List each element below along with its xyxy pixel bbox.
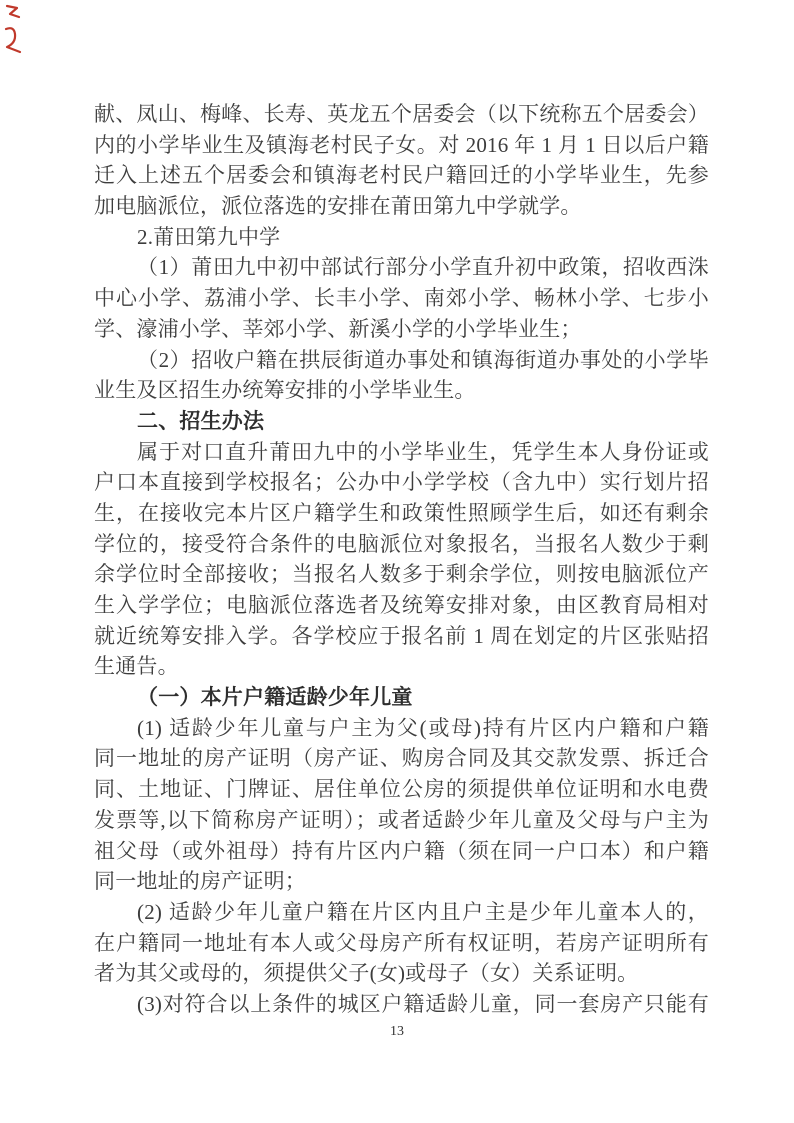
text-line: （1）莆田九中初中部试行部分小学直升初中政策，招收西洙 <box>137 255 709 280</box>
text-line: 同一地址的房产证明（房产证、购房合同及其交款发票、拆迁合 <box>94 746 709 771</box>
text-line: 学位的，接受符合条件的电脑派位对象报名，当报名人数少于剩 <box>94 531 709 556</box>
text-line: 业生及区招生办统筹安排的小学毕业生。 <box>94 378 476 403</box>
document-body <box>94 99 709 1020</box>
section-heading: 二、招生办法 <box>137 408 265 433</box>
text-line: 生通告。 <box>94 654 179 679</box>
red-annotation-marks-icon <box>2 3 28 59</box>
text-line: 迁入上述五个居委会和镇海老村民户籍回迁的小学毕业生，先参 <box>94 163 709 188</box>
text-line: 2.莆田第九中学 <box>137 224 281 249</box>
text-line: 余学位时全部接收；当报名人数多于剩余学位，则按电脑派位产 <box>94 562 709 587</box>
text-line: (2) 适龄少年儿童户籍在片区内且户主是少年儿童本人的， <box>137 899 709 924</box>
text-line: 献、凤山、梅峰、长寿、英龙五个居委会（以下统称五个居委会） <box>94 102 709 126</box>
text-line: 同、土地证、门牌证、居住单位公房的须提供单位证明和水电费 <box>94 777 709 802</box>
page-number: 13 <box>390 1024 404 1039</box>
text-line: 同一地址的房产证明； <box>94 869 306 894</box>
text-line: (1) 适龄少年儿童与户主为父(或母)持有片区内户籍和户籍 <box>137 715 709 740</box>
text-line: 生，在接收完本片区户籍学生和政策性照顾学生后，如还有剩余 <box>94 500 709 525</box>
text-line: 学、濠浦小学、莘郊小学、新溪小学的小学毕业生； <box>94 316 582 341</box>
text-line: 发票等,以下简称房产证明）；或者适龄少年儿童及父母与户主为 <box>94 807 709 832</box>
text-line: （2）招收户籍在拱辰街道办事处和镇海街道办事处的小学毕 <box>137 347 709 372</box>
text-line: 属于对口直升莆田九中的小学毕业生，凭学生本人身份证或 <box>137 439 709 464</box>
text-line: 户口本直接到学校报名；公办中小学学校（含九中）实行划片招 <box>94 470 709 495</box>
text-line: 内的小学毕业生及镇海老村民子女。对 2016 年 1 月 1 日以后户籍 <box>94 132 709 157</box>
text-line: 祖父母（或外祖母）持有片区内户籍（须在同一户口本）和户籍 <box>94 838 709 863</box>
subsection-heading: （一）本片户籍适龄少年儿童 <box>137 685 413 710</box>
text-line: (3)对符合以上条件的城区户籍适龄儿童，同一套房产只能有 <box>137 991 709 1016</box>
text-line: 生入学学位；电脑派位落选者及统筹安排对象，由区教育局相对 <box>94 593 709 617</box>
text-line: 中心小学、荔浦小学、长丰小学、南郊小学、畅林小学、七步小 <box>94 286 709 311</box>
text-line: 就近统筹安排入学。各学校应于报名前 1 周在划定的片区张贴招 <box>94 623 709 648</box>
text-line: 者为其父或母的，须提供父子(女)或母子（女）关系证明。 <box>94 961 639 986</box>
text-line: 加电脑派位，派位落选的安排在莆田第九中学就学。 <box>94 194 582 219</box>
text-line: 在户籍同一地址有本人或父母房产所有权证明，若房产证明所有 <box>94 930 709 955</box>
